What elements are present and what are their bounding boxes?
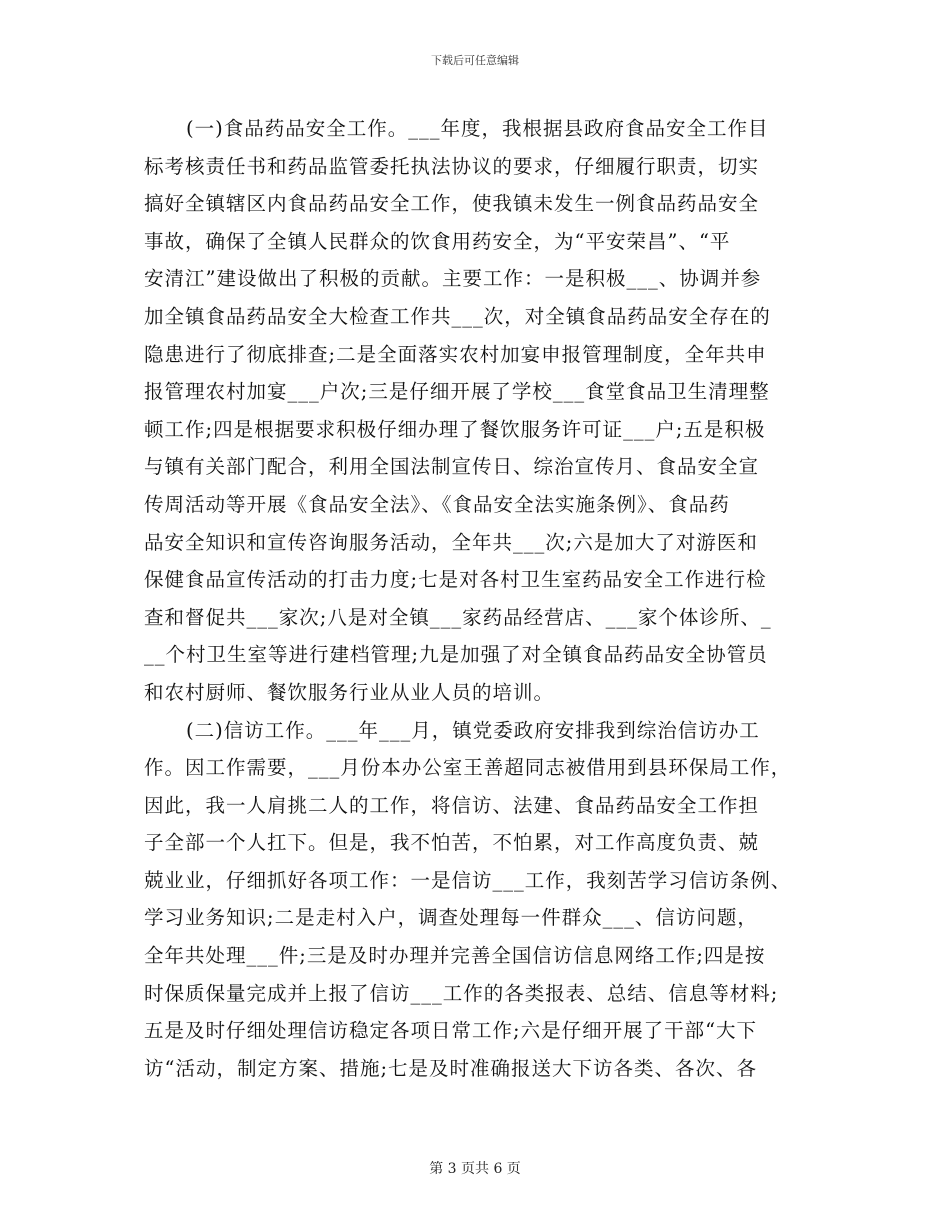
paragraph-line: 时保质保量完成并上报了信访___工作的各类报表、总结、信息等材料; [144, 981, 779, 1005]
paragraph-line: 事故，确保了全镇人民群众的饮食用药安全，为“平安荣昌”、“平 [144, 229, 731, 253]
body-text [144, 110, 810, 1087]
paragraph-line: 查和督促共___家次;八是对全镇___家药品经营店、___家个体诊所、_ [144, 605, 772, 629]
paragraph-line: 安清江”建设做出了积极的贡献。主要工作：一是积极___、协调并参 [144, 267, 762, 291]
paragraph-line: 加全镇食品药品安全大检查工作共___次，对全镇食品药品安全存在的 [144, 304, 771, 328]
paragraph-line: 隐患进行了彻底排查;二是全面落实农村加宴申报管理制度，全年共申 [144, 342, 767, 366]
paragraph-line: 品安全知识和宣传咨询服务活动，全年共___次;六是加大了对游医和 [144, 530, 758, 554]
paragraph-line: 和农村厨师、餐饮服务行业从业人员的培训。 [144, 680, 555, 704]
paragraph-line: 访“活动，制定方案、措施;七是及时准确报送大下访各类、各次、各 [144, 1056, 758, 1080]
paragraph-line: 子全部一个人扛下。但是，我不怕苦，不怕累，对工作高度负责、兢 [144, 831, 760, 855]
paragraph-line: 作。因工作需要，___月份本办公室王善超同志被借用到县环保局工作， [144, 756, 792, 780]
page-number-footer: 第 3 页共 6 页 [429, 1161, 521, 1177]
paragraph-line: 五是及时仔细处理信访稳定各项日常工作;六是仔细开展了干部“大下 [144, 1019, 758, 1043]
paragraph-line: (一)食品药品安全工作。___年度，我根据县政府食品安全工作目 [186, 117, 769, 140]
paragraph-line: 标考核责任书和药品监管委托执法协议的要求，仔细履行职责，切实 [144, 154, 760, 178]
paragraph-line: 顿工作;四是根据要求积极仔细办理了餐饮服务许可证___户;五是积极 [144, 417, 766, 441]
page-header-note: 下载后可任意编辑 [431, 54, 519, 67]
paragraph-line: 因此，我一人肩挑二人的工作，将信访、法建、食品药品安全工作担 [144, 793, 760, 817]
paragraph-line: 与镇有关部门配合，利用全国法制宣传日、综治宣传月、食品安全宣 [144, 455, 760, 479]
paragraph-line: 兢业业，仔细抓好各项工作：一是信访___工作，我刻苦学习信访条例、 [144, 868, 792, 892]
paragraph-line: __个村卫生室等进行建档管理;九是加强了对全镇食品药品安全协管员 [144, 643, 768, 667]
paragraph-line: 学习业务知识;二是走村入户，调查处理每一件群众___、信访问题， [144, 906, 758, 930]
paragraph-line: 保健食品宣传活动的打击力度;七是对各村卫生室药品安全工作进行检 [144, 568, 767, 592]
paragraph-line: (二)信访工作。___年___月，镇党委政府安排我到综治信访办工 [186, 718, 760, 742]
paragraph-line: 传周活动等开展《食品安全法》、《食品安全法实施条例》、食品药 [144, 492, 730, 516]
paragraph-line: 搞好全镇辖区内食品药品安全工作，使我镇未发生一例食品药品安全 [144, 192, 760, 216]
paragraph-line: 报管理农村加宴___户次;三是仔细开展了学校___食堂食品卫生清理整 [144, 380, 770, 404]
paragraph-line: 全年共处理___件;三是及时办理并完善全国信访信息网络工作;四是按 [144, 944, 766, 968]
